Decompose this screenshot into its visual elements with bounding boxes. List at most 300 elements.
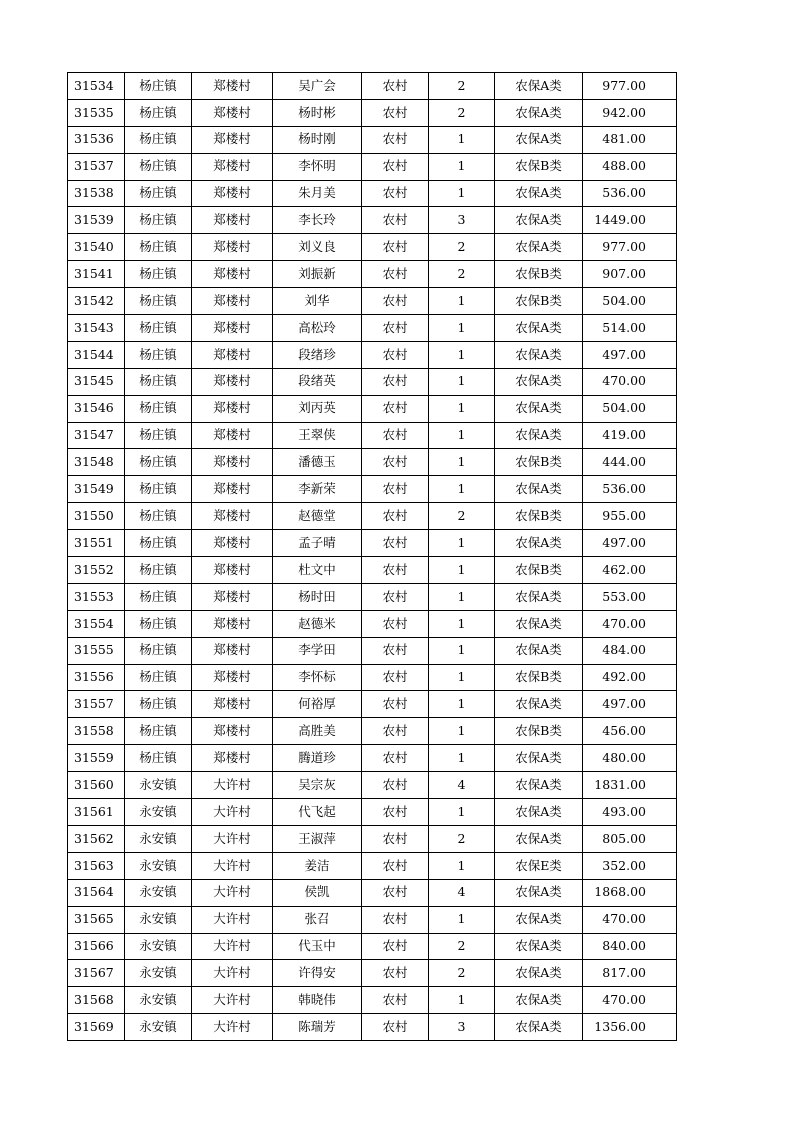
amount-cell: 470.00 [583,906,677,933]
town-cell: 杨庄镇 [125,99,192,126]
household-type-cell: 农村 [362,557,429,584]
amount-cell: 470.00 [583,610,677,637]
table-row [68,288,677,315]
insurance-category-cell: 农保B类 [495,718,583,745]
member-count-cell: 1 [429,906,495,933]
amount-cell: 462.00 [583,557,677,584]
household-type-cell: 农村 [362,368,429,395]
town-cell: 杨庄镇 [125,476,192,503]
record-id-cell: 31547 [68,422,125,449]
town-cell: 杨庄镇 [125,288,192,315]
member-count-cell: 1 [429,799,495,826]
member-count-cell: 2 [429,825,495,852]
record-id-cell: 31538 [68,180,125,207]
record-id-cell: 31536 [68,126,125,153]
village-cell: 大许村 [192,799,273,826]
village-cell: 郑楼村 [192,449,273,476]
record-id-cell: 31569 [68,1014,125,1041]
person-name-cell: 陈瑞芳 [273,1014,362,1041]
member-count-cell: 1 [429,449,495,476]
member-count-cell: 2 [429,234,495,261]
household-type-cell: 农村 [362,906,429,933]
person-name-cell: 侯凯 [273,879,362,906]
person-name-cell: 代飞起 [273,799,362,826]
village-cell: 郑楼村 [192,476,273,503]
member-count-cell: 1 [429,987,495,1014]
table-row [68,933,677,960]
person-name-cell: 刘振新 [273,261,362,288]
village-cell: 大许村 [192,852,273,879]
insurance-category-cell: 农保A类 [495,825,583,852]
amount-cell: 497.00 [583,530,677,557]
insurance-category-cell: 农保A类 [495,207,583,234]
member-count-cell: 1 [429,745,495,772]
table-row [68,960,677,987]
village-cell: 郑楼村 [192,503,273,530]
person-name-cell: 潘德玉 [273,449,362,476]
town-cell: 杨庄镇 [125,261,192,288]
town-cell: 杨庄镇 [125,664,192,691]
insurance-category-cell: 农保B类 [495,503,583,530]
amount-cell: 977.00 [583,73,677,100]
amount-cell: 907.00 [583,261,677,288]
person-name-cell: 王淑萍 [273,825,362,852]
record-id-cell: 31546 [68,395,125,422]
member-count-cell: 2 [429,960,495,987]
table-row [68,395,677,422]
table-row [68,73,677,100]
person-name-cell: 许得安 [273,960,362,987]
person-name-cell: 吴宗灰 [273,772,362,799]
town-cell: 杨庄镇 [125,234,192,261]
village-cell: 大许村 [192,987,273,1014]
table-row [68,153,677,180]
insurance-category-cell: 农保A类 [495,180,583,207]
person-name-cell: 李怀明 [273,153,362,180]
insurance-category-cell: 农保A类 [495,234,583,261]
insurance-category-cell: 农保B类 [495,153,583,180]
village-cell: 大许村 [192,825,273,852]
member-count-cell: 1 [429,126,495,153]
town-cell: 杨庄镇 [125,368,192,395]
village-cell: 郑楼村 [192,341,273,368]
person-name-cell: 张召 [273,906,362,933]
member-count-cell: 1 [429,180,495,207]
table-row [68,745,677,772]
person-name-cell: 李长玲 [273,207,362,234]
town-cell: 永安镇 [125,1014,192,1041]
table-row [68,234,677,261]
village-cell: 郑楼村 [192,153,273,180]
record-id-cell: 31561 [68,799,125,826]
village-cell: 郑楼村 [192,395,273,422]
town-cell: 杨庄镇 [125,637,192,664]
insurance-category-cell: 农保B类 [495,664,583,691]
table-row [68,906,677,933]
amount-cell: 488.00 [583,153,677,180]
record-id-cell: 31566 [68,933,125,960]
amount-cell: 817.00 [583,960,677,987]
town-cell: 杨庄镇 [125,449,192,476]
insurance-category-cell: 农保A类 [495,772,583,799]
amount-cell: 1831.00 [583,772,677,799]
village-cell: 大许村 [192,906,273,933]
record-id-cell: 31554 [68,610,125,637]
record-id-cell: 31553 [68,583,125,610]
table-row [68,583,677,610]
table-row [68,368,677,395]
household-type-cell: 农村 [362,476,429,503]
household-type-cell: 农村 [362,395,429,422]
household-type-cell: 农村 [362,987,429,1014]
record-id-cell: 31555 [68,637,125,664]
person-name-cell: 韩晓伟 [273,987,362,1014]
record-id-cell: 31539 [68,207,125,234]
record-id-cell: 31556 [68,664,125,691]
village-cell: 大许村 [192,879,273,906]
town-cell: 杨庄镇 [125,422,192,449]
person-name-cell: 段绪英 [273,368,362,395]
person-name-cell: 王翠侠 [273,422,362,449]
member-count-cell: 1 [429,583,495,610]
member-count-cell: 1 [429,610,495,637]
record-id-cell: 31534 [68,73,125,100]
town-cell: 杨庄镇 [125,341,192,368]
person-name-cell: 李学田 [273,637,362,664]
amount-cell: 444.00 [583,449,677,476]
town-cell: 杨庄镇 [125,718,192,745]
insurance-category-cell: 农保A类 [495,422,583,449]
table-row [68,180,677,207]
household-type-cell: 农村 [362,583,429,610]
member-count-cell: 1 [429,288,495,315]
household-type-cell: 农村 [362,745,429,772]
record-id-cell: 31540 [68,234,125,261]
member-count-cell: 1 [429,368,495,395]
table-row [68,825,677,852]
amount-cell: 481.00 [583,126,677,153]
amount-cell: 456.00 [583,718,677,745]
household-type-cell: 农村 [362,960,429,987]
village-cell: 郑楼村 [192,583,273,610]
person-name-cell: 孟子晴 [273,530,362,557]
household-type-cell: 农村 [362,234,429,261]
household-type-cell: 农村 [362,1014,429,1041]
table-row [68,476,677,503]
insurance-category-cell: 农保A类 [495,933,583,960]
member-count-cell: 1 [429,153,495,180]
table-row [68,503,677,530]
insurance-category-cell: 农保B类 [495,261,583,288]
amount-cell: 497.00 [583,691,677,718]
amount-cell: 805.00 [583,825,677,852]
record-id-cell: 31549 [68,476,125,503]
person-name-cell: 腾道珍 [273,745,362,772]
amount-cell: 1449.00 [583,207,677,234]
table-row [68,664,677,691]
member-count-cell: 1 [429,664,495,691]
insurance-category-cell: 农保A类 [495,530,583,557]
insurance-category-cell: 农保A类 [495,960,583,987]
record-id-cell: 31563 [68,852,125,879]
record-id-cell: 31567 [68,960,125,987]
town-cell: 杨庄镇 [125,530,192,557]
person-name-cell: 赵德米 [273,610,362,637]
record-id-cell: 31535 [68,99,125,126]
household-type-cell: 农村 [362,610,429,637]
amount-cell: 536.00 [583,476,677,503]
village-cell: 大许村 [192,933,273,960]
member-count-cell: 1 [429,395,495,422]
village-cell: 大许村 [192,960,273,987]
village-cell: 郑楼村 [192,207,273,234]
insurance-category-cell: 农保A类 [495,610,583,637]
record-id-cell: 31562 [68,825,125,852]
household-type-cell: 农村 [362,772,429,799]
insurance-category-cell: 农保A类 [495,476,583,503]
town-cell: 杨庄镇 [125,207,192,234]
insurance-category-cell: 农保A类 [495,341,583,368]
table-row [68,691,677,718]
village-cell: 大许村 [192,1014,273,1041]
town-cell: 杨庄镇 [125,557,192,584]
person-name-cell: 吴广会 [273,73,362,100]
insurance-category-cell: 农保A类 [495,99,583,126]
household-type-cell: 农村 [362,180,429,207]
household-type-cell: 农村 [362,691,429,718]
amount-cell: 1868.00 [583,879,677,906]
insurance-category-cell: 农保E类 [495,852,583,879]
town-cell: 杨庄镇 [125,583,192,610]
record-id-cell: 31551 [68,530,125,557]
member-count-cell: 2 [429,933,495,960]
household-type-cell: 农村 [362,799,429,826]
insurance-category-cell: 农保A类 [495,745,583,772]
table-row [68,315,677,342]
village-cell: 郑楼村 [192,422,273,449]
record-id-cell: 31558 [68,718,125,745]
record-id-cell: 31542 [68,288,125,315]
amount-cell: 942.00 [583,99,677,126]
town-cell: 永安镇 [125,987,192,1014]
village-cell: 郑楼村 [192,691,273,718]
household-type-cell: 农村 [362,664,429,691]
record-id-cell: 31548 [68,449,125,476]
record-id-cell: 31544 [68,341,125,368]
person-name-cell: 李怀标 [273,664,362,691]
allowance-table [67,72,677,1041]
record-id-cell: 31552 [68,557,125,584]
household-type-cell: 农村 [362,933,429,960]
amount-cell: 497.00 [583,341,677,368]
table-row [68,126,677,153]
person-name-cell: 杨时刚 [273,126,362,153]
table-row [68,530,677,557]
town-cell: 永安镇 [125,879,192,906]
household-type-cell: 农村 [362,126,429,153]
amount-cell: 504.00 [583,288,677,315]
member-count-cell: 1 [429,476,495,503]
amount-cell: 484.00 [583,637,677,664]
insurance-category-cell: 农保A类 [495,1014,583,1041]
household-type-cell: 农村 [362,503,429,530]
member-count-cell: 1 [429,422,495,449]
amount-cell: 955.00 [583,503,677,530]
table-row [68,99,677,126]
person-name-cell: 段绪珍 [273,341,362,368]
household-type-cell: 农村 [362,530,429,557]
member-count-cell: 1 [429,852,495,879]
record-id-cell: 31545 [68,368,125,395]
village-cell: 郑楼村 [192,530,273,557]
amount-cell: 493.00 [583,799,677,826]
member-count-cell: 1 [429,557,495,584]
village-cell: 郑楼村 [192,368,273,395]
record-id-cell: 31565 [68,906,125,933]
village-cell: 郑楼村 [192,126,273,153]
village-cell: 郑楼村 [192,315,273,342]
record-id-cell: 31568 [68,987,125,1014]
table-row [68,261,677,288]
member-count-cell: 2 [429,73,495,100]
record-id-cell: 31541 [68,261,125,288]
household-type-cell: 农村 [362,207,429,234]
table-row [68,422,677,449]
village-cell: 大许村 [192,772,273,799]
household-type-cell: 农村 [362,852,429,879]
person-name-cell: 赵德堂 [273,503,362,530]
member-count-cell: 4 [429,772,495,799]
member-count-cell: 1 [429,637,495,664]
town-cell: 永安镇 [125,933,192,960]
household-type-cell: 农村 [362,637,429,664]
person-name-cell: 代玉中 [273,933,362,960]
household-type-cell: 农村 [362,99,429,126]
village-cell: 郑楼村 [192,73,273,100]
person-name-cell: 刘丙英 [273,395,362,422]
insurance-category-cell: 农保A类 [495,126,583,153]
record-id-cell: 31557 [68,691,125,718]
town-cell: 杨庄镇 [125,745,192,772]
town-cell: 杨庄镇 [125,153,192,180]
town-cell: 杨庄镇 [125,126,192,153]
member-count-cell: 1 [429,341,495,368]
household-type-cell: 农村 [362,718,429,745]
person-name-cell: 刘义良 [273,234,362,261]
village-cell: 郑楼村 [192,745,273,772]
insurance-category-cell: 农保A类 [495,987,583,1014]
insurance-category-cell: 农保A类 [495,583,583,610]
table-row [68,610,677,637]
town-cell: 杨庄镇 [125,73,192,100]
table-row [68,799,677,826]
table-row [68,879,677,906]
household-type-cell: 农村 [362,73,429,100]
village-cell: 郑楼村 [192,99,273,126]
town-cell: 杨庄镇 [125,315,192,342]
town-cell: 永安镇 [125,960,192,987]
household-type-cell: 农村 [362,422,429,449]
person-name-cell: 高松玲 [273,315,362,342]
town-cell: 杨庄镇 [125,691,192,718]
amount-cell: 470.00 [583,368,677,395]
town-cell: 杨庄镇 [125,395,192,422]
town-cell: 永安镇 [125,825,192,852]
village-cell: 郑楼村 [192,180,273,207]
insurance-category-cell: 农保B类 [495,449,583,476]
table-row [68,852,677,879]
table-row [68,1014,677,1041]
insurance-category-cell: 农保A类 [495,879,583,906]
insurance-category-cell: 农保A类 [495,73,583,100]
amount-cell: 504.00 [583,395,677,422]
person-name-cell: 刘华 [273,288,362,315]
amount-cell: 536.00 [583,180,677,207]
member-count-cell: 3 [429,1014,495,1041]
insurance-category-cell: 农保A类 [495,395,583,422]
record-id-cell: 31537 [68,153,125,180]
town-cell: 永安镇 [125,799,192,826]
household-type-cell: 农村 [362,288,429,315]
member-count-cell: 1 [429,315,495,342]
household-type-cell: 农村 [362,449,429,476]
village-cell: 郑楼村 [192,557,273,584]
amount-cell: 352.00 [583,852,677,879]
person-name-cell: 朱月美 [273,180,362,207]
record-id-cell: 31559 [68,745,125,772]
household-type-cell: 农村 [362,261,429,288]
town-cell: 永安镇 [125,906,192,933]
record-id-cell: 31543 [68,315,125,342]
amount-cell: 419.00 [583,422,677,449]
village-cell: 郑楼村 [192,664,273,691]
village-cell: 郑楼村 [192,637,273,664]
table-row [68,718,677,745]
amount-cell: 480.00 [583,745,677,772]
member-count-cell: 1 [429,691,495,718]
amount-cell: 492.00 [583,664,677,691]
amount-cell: 840.00 [583,933,677,960]
table-row [68,987,677,1014]
insurance-category-cell: 农保A类 [495,799,583,826]
household-type-cell: 农村 [362,879,429,906]
household-type-cell: 农村 [362,315,429,342]
town-cell: 杨庄镇 [125,503,192,530]
member-count-cell: 2 [429,503,495,530]
household-type-cell: 农村 [362,341,429,368]
amount-cell: 977.00 [583,234,677,261]
household-type-cell: 农村 [362,153,429,180]
member-count-cell: 3 [429,207,495,234]
household-type-cell: 农村 [362,825,429,852]
record-id-cell: 31560 [68,772,125,799]
person-name-cell: 李新荣 [273,476,362,503]
insurance-category-cell: 农保A类 [495,368,583,395]
village-cell: 郑楼村 [192,261,273,288]
insurance-category-cell: 农保A类 [495,691,583,718]
table-row [68,207,677,234]
person-name-cell: 杜文中 [273,557,362,584]
insurance-category-cell: 农保A类 [495,906,583,933]
table-row [68,341,677,368]
amount-cell: 1356.00 [583,1014,677,1041]
town-cell: 杨庄镇 [125,610,192,637]
person-name-cell: 何裕厚 [273,691,362,718]
table-row [68,772,677,799]
record-id-cell: 31550 [68,503,125,530]
insurance-category-cell: 农保B类 [495,288,583,315]
table-row [68,449,677,476]
